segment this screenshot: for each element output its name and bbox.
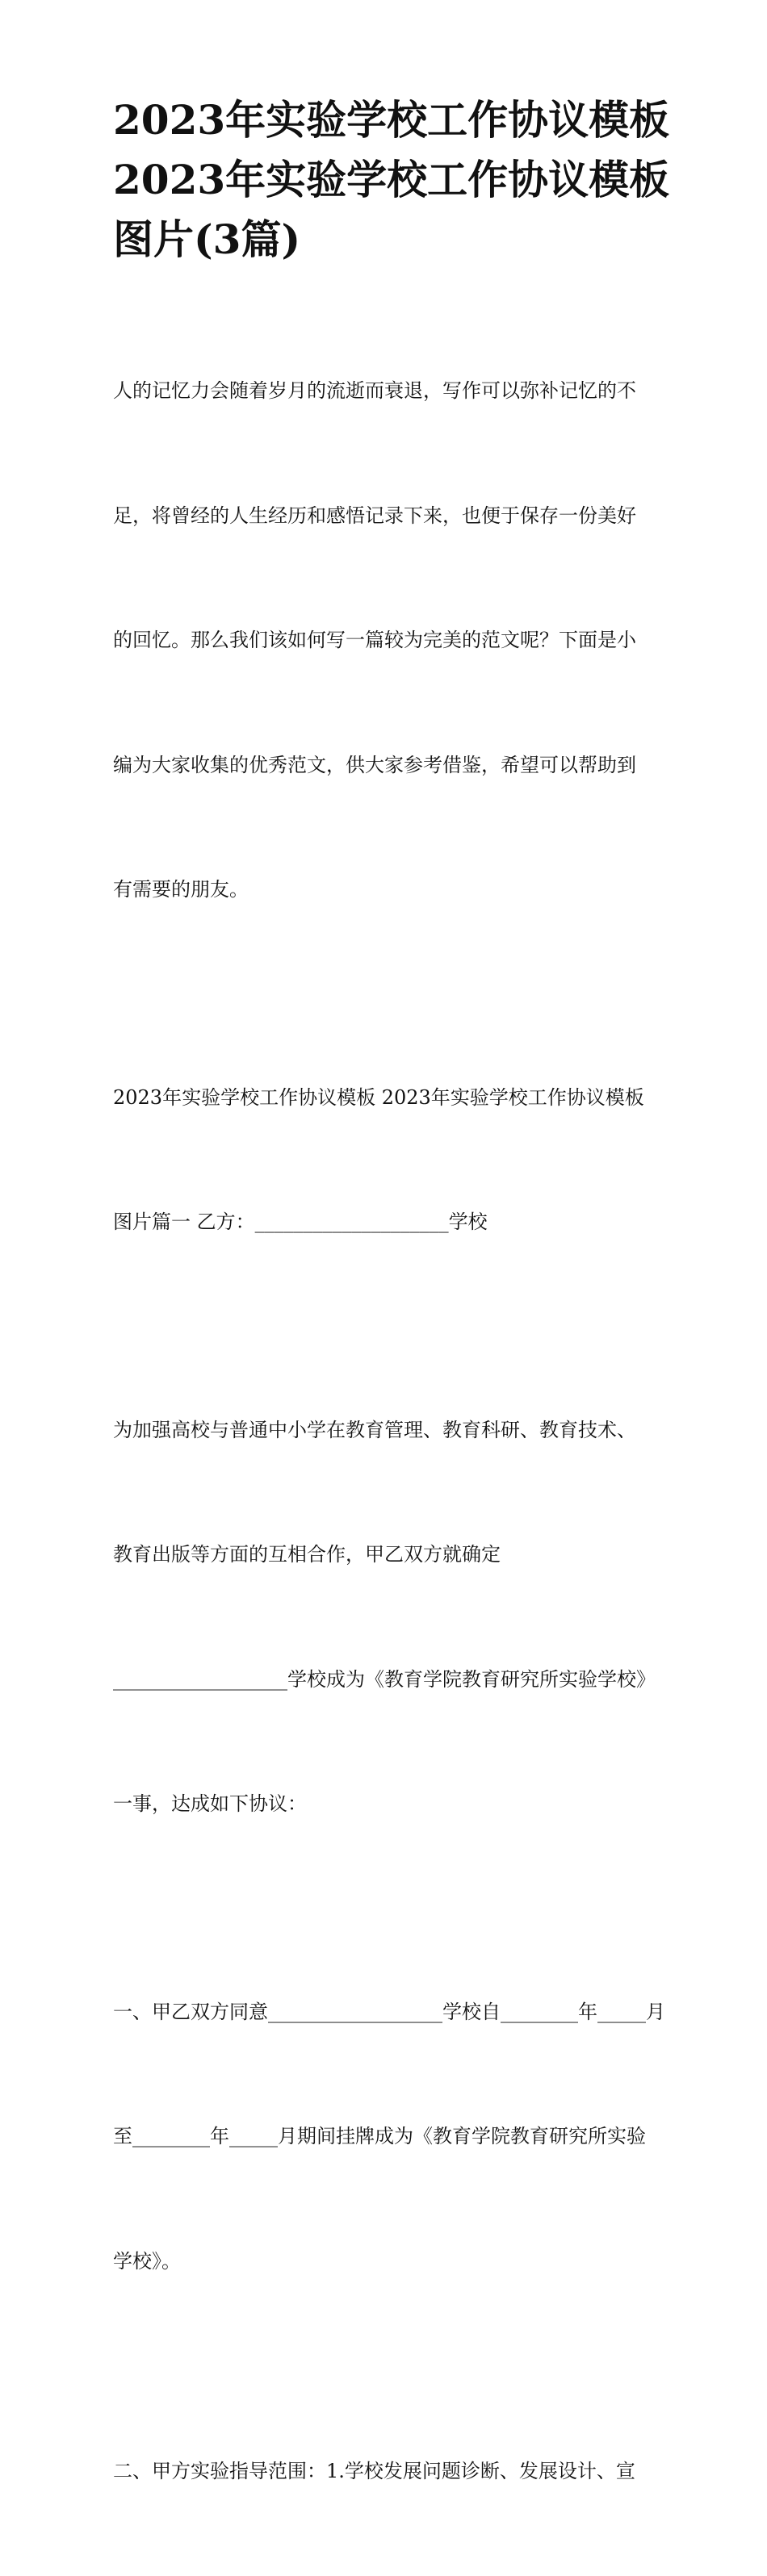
text-line: 教育出版等方面的互相合作，甲乙双方就确定: [113, 1543, 501, 1566]
text-line: 的回忆。那么我们该如何写一篇较为完美的范文呢？下面是小: [113, 629, 636, 651]
intro-paragraph: [113, 287, 662, 994]
section-heading-paragraph: [113, 994, 662, 1327]
agreement-purpose-paragraph: [113, 1327, 662, 1909]
text-line: 一事，达成如下协议：: [113, 1792, 307, 1815]
text-line: 图片篇一 乙方：____________________学校: [113, 1211, 488, 1233]
text-line: 至________年_____月期间挂牌成为《教育学院教育研究所实验: [113, 2125, 646, 2147]
text-line: 一、甲乙双方同意__________________学校自________年_____月: [113, 2000, 665, 2023]
text-line: 二、甲方实验指导范围：1.学校发展问题诊断、发展设计、宣: [113, 2460, 635, 2482]
text-line: 为加强高校与普通中小学在教育管理、教育科研、教育技术、: [113, 1418, 636, 1441]
clause-two-paragraph: [113, 2368, 662, 2576]
clause-one-paragraph: [113, 1909, 665, 2366]
title-line: 2023年实验学校工作协议模板: [113, 156, 670, 203]
text-line: 学校》。: [113, 2249, 181, 2273]
text-line: 编为大家收集的优秀范文，供大家参考借鉴，希望可以帮助到: [113, 753, 636, 776]
document-body: [113, 287, 665, 2576]
title-line: 2023年实验学校工作协议模板: [113, 96, 670, 144]
title-line: 图片(3篇): [113, 215, 301, 263]
text-line: 人的记忆力会随着岁月的流逝而衰退，写作可以弥补记忆的不: [113, 379, 636, 402]
text-line: 2023年实验学校工作协议模板 2023年实验学校工作协议模板: [113, 1085, 644, 1109]
text-line: __________________学校成为《教育学院教育研究所实验学校》: [113, 1667, 656, 1691]
text-line: 有需要的朋友。: [113, 878, 249, 901]
text-line: 足，将曾经的人生经历和感悟记录下来，也便于保存一份美好: [113, 504, 636, 527]
document-title: [113, 90, 670, 270]
